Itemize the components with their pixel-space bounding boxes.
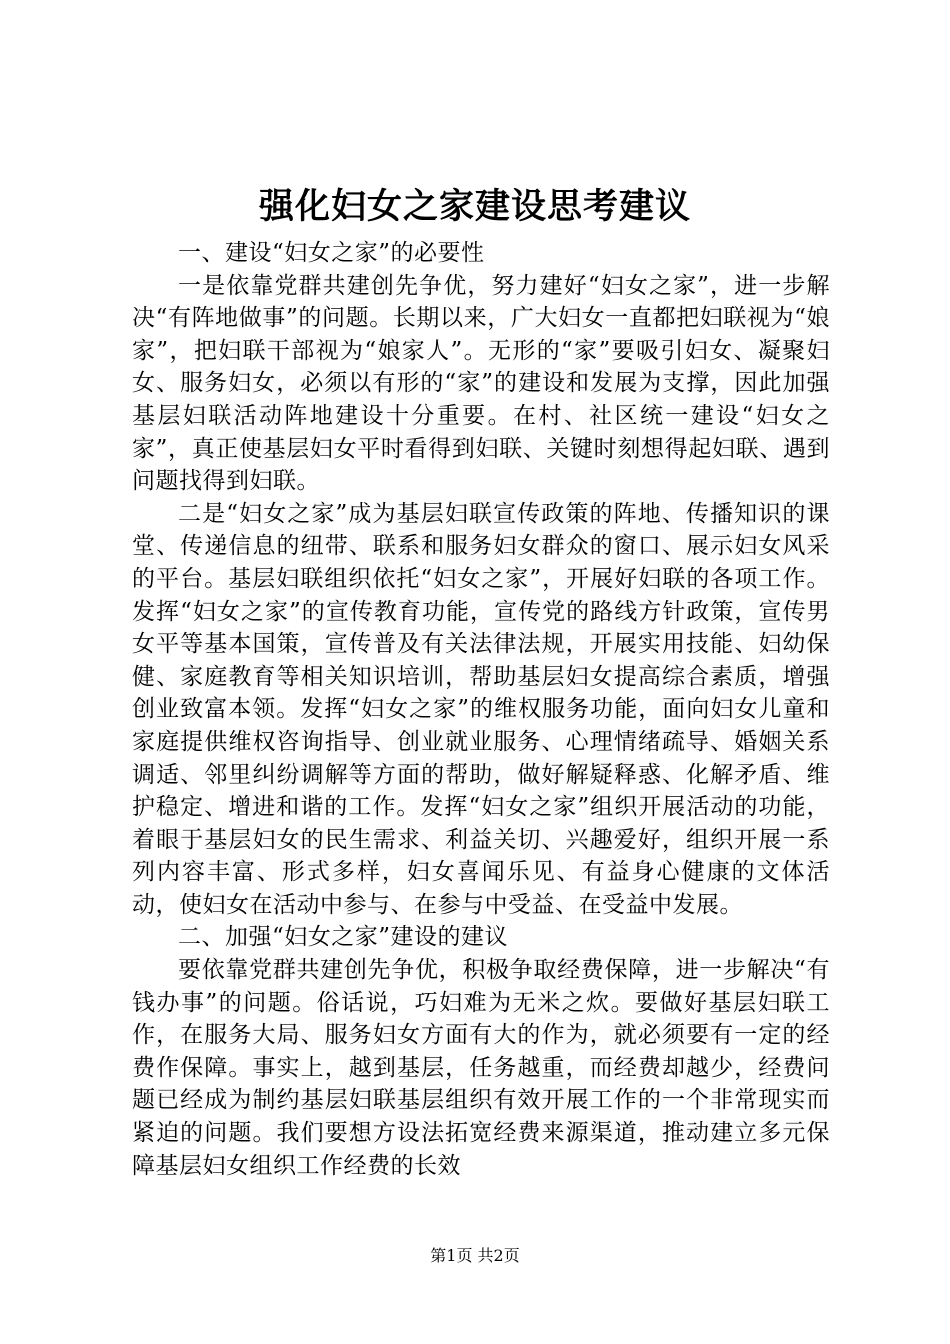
paragraph: 二是“妇女之家”成为基层妇联宣传政策的阵地、传播知识的课堂、传递信息的纽带、联系和服务妇女群众的窗口、展示妇女风采的平台。基层妇联组织依托“妇女之家”，开展好妇联的各项工作。发挥“妇女之家”的宣传教育功能，宣传党的路线方针政策，宣传男女平等基本国策，宣传普及有关法律法规，开展实用技能、妇幼保健、家庭教育等相关知识培训，帮助基层妇女提高综合素质，增强创业致富本领。发挥“妇女之家”的维权服务功能，面向妇女儿童和家庭提供维权咨询指导、创业就业服务、心理情绪疏导、婚姻关系调适、邻里纠纷调解等方面的帮助，做好解疑释惑、化解矛盾、维护稳定、增进和谐的工作。发挥“妇女之家”组织开展活动的功能，着眼于基层妇女的民生需求、利益关切、兴趣爱好，组织开展一系列内容丰富、形式多样，妇女喜闻乐见、有益身心健康的文体活动，使妇女在活动中参与、在参与中受益、在受益中发展。 (132, 500, 830, 918)
document-title: 强化妇女之家建设思考建议 (258, 187, 691, 227)
section-heading: 一、建设“妇女之家”的必要性 (178, 240, 485, 266)
paragraph: 要依靠党群共建创先争优，积极争取经费保障，进一步解决“有钱办事”的问题。俗话说，巧妇难为无米之炊。要做好基层妇联工作，在服务大局、服务妇女方面有大的作为，就必须要有一定的经费作保障。事实上，越到基层，任务越重，而经费却越少，经费问题已经成为制约基层妇联基层组织有效开展工作的一个非常现实而紧迫的问题。我们要想方设法拓宽经费来源渠道，推动建立多元保障基层妇女组织工作经费的长效 (132, 957, 830, 1179)
paragraph: 一是依靠党群共建创先争优，努力建好“妇女之家”，进一步解决“有阵地做事”的问题。长期以来，广大妇女一直都把妇联视为“娘家”，把妇联干部视为“娘家人”。无形的“家”要吸引妇女、凝聚妇女、服务妇女，必须以有形的“家”的建设和发展为支撑，因此加强基层妇联活动阵地建设十分重要。在村、社区统一建设“妇女之家”，真正使基层妇女平时看得到妇联、关键时刻想得起妇联、遇到问题找得到妇联。 (132, 272, 830, 495)
document-body (132, 237, 830, 1182)
page-number-footer: 第1页 共2页 (430, 1246, 520, 1265)
section-heading: 二、加强“妇女之家”建设的建议 (178, 924, 509, 951)
